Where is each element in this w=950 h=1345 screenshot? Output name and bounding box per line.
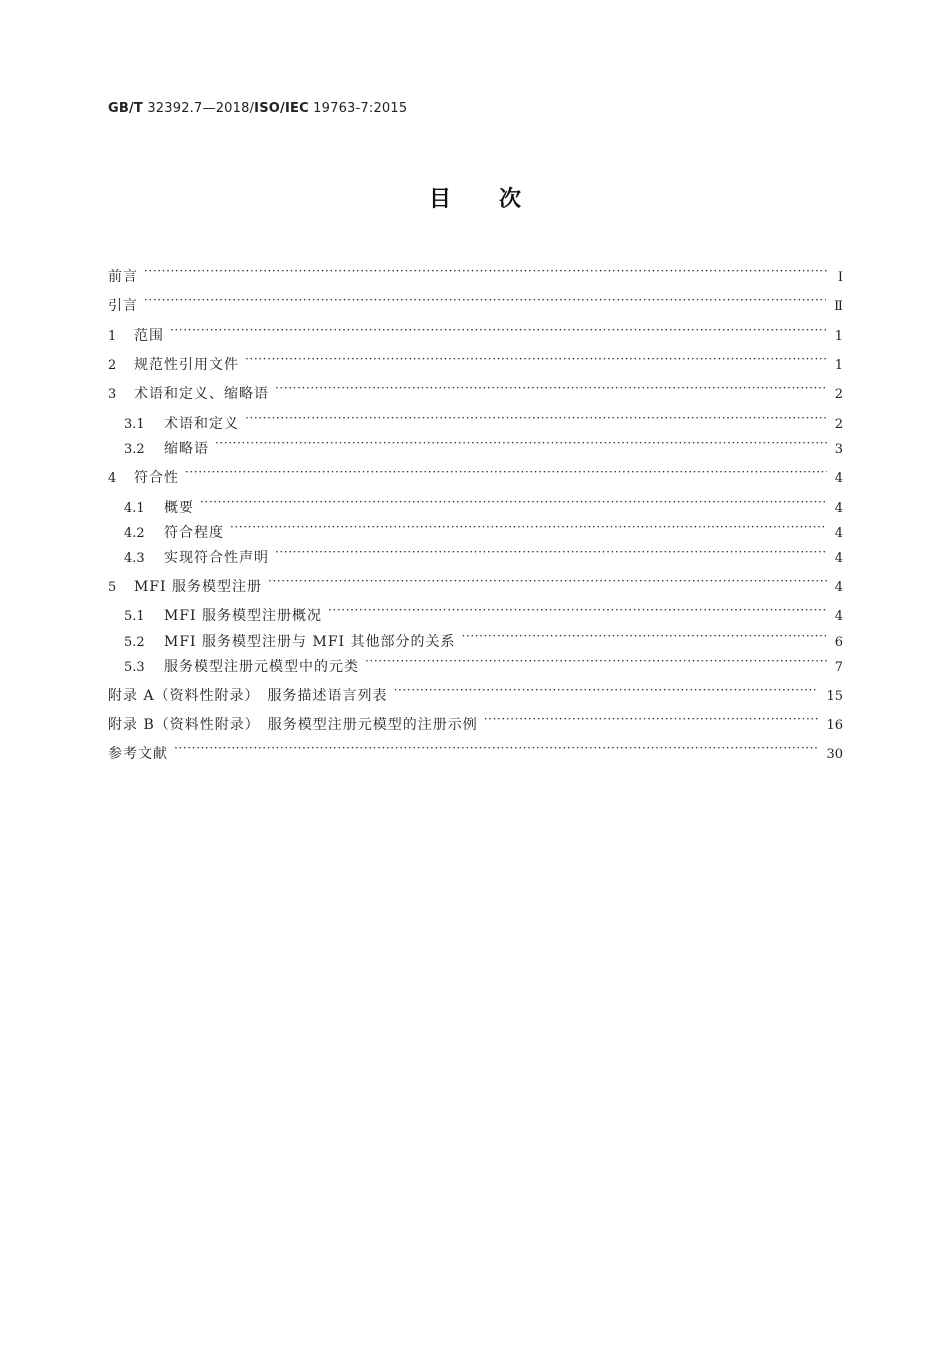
toc-entry-number: 4	[108, 471, 117, 486]
toc-entry-page: 2	[834, 387, 843, 402]
toc-entry-page: Ⅱ	[834, 299, 843, 314]
toc-entry-label: MFI 服务模型注册与 MFI 其他部分的关系	[164, 634, 456, 650]
toc-entry-page: 15	[826, 689, 843, 704]
toc-entry-number: 2	[108, 358, 117, 373]
toc-entry-page: 16	[826, 718, 843, 733]
toc-entry[interactable]	[124, 600, 843, 624]
toc-dot-leader	[200, 492, 827, 512]
toc-entry-number: 4.1	[124, 501, 145, 516]
page-title	[0, 182, 950, 213]
toc-entry-number: 5.1	[124, 609, 145, 624]
toc-dot-leader	[328, 600, 827, 620]
toc-entry[interactable]	[108, 571, 843, 595]
toc-entry-page: 4	[834, 471, 843, 486]
toc-entry-label: 前言	[108, 269, 138, 285]
toc-dot-leader	[144, 261, 827, 281]
title-char-2: 次	[499, 187, 522, 212]
toc-entry-page: 1	[834, 329, 843, 344]
toc-dot-leader	[215, 433, 827, 453]
toc-entry-page: 4	[834, 501, 843, 516]
std-middle: 32392.7—2018/	[143, 101, 255, 116]
toc-dot-leader	[275, 378, 827, 398]
toc-entry-label: 附录 A（资料性附录） 服务描述语言列表	[108, 688, 388, 704]
toc-entry-label: 概要	[164, 500, 194, 516]
toc-entry-label: 符合程度	[164, 525, 224, 541]
toc-entry-page: 4	[834, 551, 843, 566]
toc-entry-page: 4	[834, 526, 843, 541]
toc-dot-leader	[144, 290, 826, 310]
toc-entry-number: 5.2	[124, 635, 145, 650]
toc-dot-leader	[462, 626, 827, 646]
toc-entry-label: 符合性	[134, 470, 179, 486]
toc-dot-leader	[484, 709, 819, 729]
toc-dot-leader	[275, 542, 827, 562]
toc-entry[interactable]	[108, 709, 843, 733]
toc-dot-leader	[268, 571, 827, 591]
toc-dot-leader	[245, 408, 827, 428]
toc-entry-number: 3	[108, 387, 117, 402]
toc-entry-page: 4	[834, 580, 843, 595]
toc-entry-number: 3.1	[124, 417, 145, 432]
toc-entry-label: MFI 服务模型注册概况	[164, 608, 323, 624]
std-prefix: GB/T	[108, 101, 143, 116]
toc-entry[interactable]	[124, 433, 843, 457]
toc-entry[interactable]	[108, 378, 843, 402]
toc-entry[interactable]	[108, 349, 843, 373]
toc-entry-number: 5.3	[124, 660, 145, 675]
toc-entry-page: 30	[826, 747, 843, 762]
toc-entry-page: 4	[834, 609, 843, 624]
toc-entry-label: 术语和定义、缩略语	[134, 386, 269, 402]
toc-entry[interactable]	[108, 320, 843, 344]
toc-entry-label: 缩略语	[164, 441, 209, 457]
toc-entry-page: 2	[834, 417, 843, 432]
toc-dot-leader	[174, 738, 818, 758]
toc-entry-label: 引言	[108, 298, 138, 314]
toc-entry[interactable]	[124, 626, 843, 650]
toc-entry-number: 3.2	[124, 442, 145, 457]
toc-entry-label: 附录 B（资料性附录） 服务模型注册元模型的注册示例	[108, 717, 478, 733]
toc-entry[interactable]	[124, 492, 843, 516]
toc-entry-page: Ⅰ	[837, 270, 843, 285]
std-suffix: 19763-7:2015	[308, 101, 408, 116]
toc-entry-label: 实现符合性声明	[164, 550, 269, 566]
toc-entry[interactable]	[124, 408, 843, 432]
toc-entry[interactable]	[108, 680, 843, 704]
standard-number-header	[108, 101, 407, 116]
title-char-1: 目	[428, 187, 451, 212]
toc-entry-number: 4.3	[124, 551, 145, 566]
toc-entry[interactable]	[108, 462, 843, 486]
toc-entry[interactable]	[108, 738, 843, 762]
toc-entry-page: 3	[834, 442, 843, 457]
toc-entry[interactable]	[124, 517, 843, 541]
toc-entry-label: 范围	[134, 328, 164, 344]
toc-dot-leader	[394, 680, 819, 700]
toc-dot-leader	[185, 462, 827, 482]
toc-entry-number: 4.2	[124, 526, 145, 541]
toc-entry-number: 5	[108, 580, 117, 595]
toc-entry-label: 服务模型注册元模型中的元类	[164, 659, 359, 675]
toc-entry[interactable]	[108, 261, 843, 285]
toc-dot-leader	[230, 517, 827, 537]
toc-entry-label: 参考文献	[108, 746, 168, 762]
std-iso: ISO/IEC	[254, 101, 309, 116]
toc-dot-leader	[365, 651, 827, 671]
toc-entry[interactable]	[124, 651, 843, 675]
toc-entry-label: MFI 服务模型注册	[134, 579, 263, 595]
toc-entry[interactable]	[124, 542, 843, 566]
toc-entry-label: 术语和定义	[164, 416, 239, 432]
toc-entry-page: 6	[834, 635, 843, 650]
toc-entry[interactable]	[108, 290, 843, 314]
toc-dot-leader	[170, 320, 827, 340]
toc-dot-leader	[245, 349, 827, 369]
toc-entry-number: 1	[108, 329, 117, 344]
toc-entry-page: 7	[834, 660, 843, 675]
toc-entry-label: 规范性引用文件	[134, 357, 239, 373]
toc-entry-page: 1	[834, 358, 843, 373]
